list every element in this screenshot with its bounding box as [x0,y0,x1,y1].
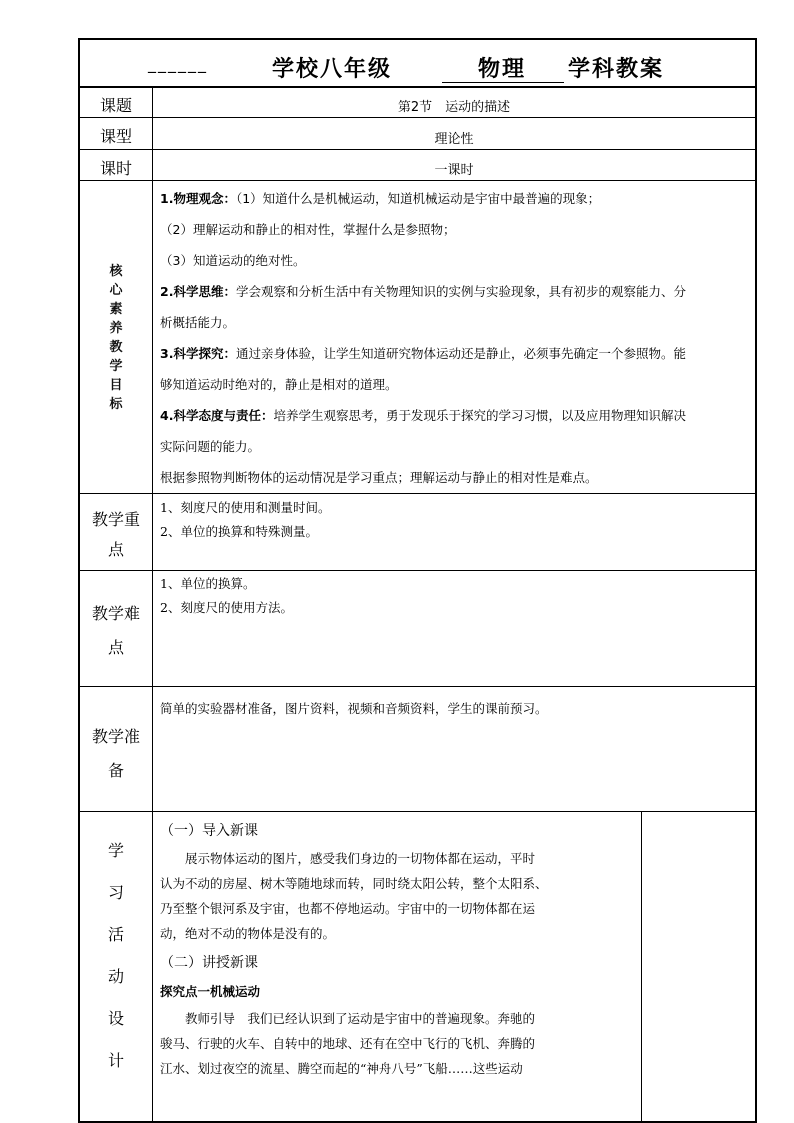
section-title-intro: （一）导入新课 [160,823,258,839]
literacy-line: 够知道运动时绝对的，静止是相对的道理。 [160,377,398,392]
label-column-divider [152,87,153,1123]
type-value: 理论性 [434,132,474,147]
preparation-label: 教学准 备 [91,727,140,780]
teach-paragraph: 教师引导 我们已经认识到了运动是宇宙中的普遍现象。奔驰的 骏马、行驶的火车、自转中的地球、还有在空中飞行的飞机、奔腾的 江水、划过夜空的流星、腾空而起的“神舟八号”飞船……这些运动 [160,1011,536,1076]
row-divider [79,117,756,118]
school-text: 学校八年级 [272,57,393,82]
type-label: 课型 [99,127,132,146]
literacy-line: 根据参照物判断物体的运动情况是学习重点；理解运动与静止的相对性是难点。 [160,470,598,485]
hours-label: 课时 [99,159,132,178]
title-suffix: 学科教案 [568,57,665,82]
preparation-content [160,697,750,721]
list-item: 1、单位的换算。 [160,576,256,591]
difficulties-label: 教学难 点 [91,604,140,657]
difficulties-content [160,572,750,620]
key-points-content [160,496,750,544]
subject-name: 物理 [478,57,527,82]
literacy-line: 2.科学思维：学会观察和分析生活中有关物理知识的实例与实验现象，具有初步的观察能力、分 [160,284,686,299]
key-points-label: 教学重 点 [91,510,140,559]
list-item: 1、刻度尺的使用和测量时间。 [160,500,331,515]
literacy-line: 4.科学态度与责任：培养学生观察思考，勇于发现乐于探究的学习习惯，以及应用物理知识解决 [160,408,686,423]
list-item: 2、刻度尺的使用方法。 [160,600,293,615]
section-title-teach: （二）讲授新课 [160,955,258,971]
row-divider [79,180,756,181]
literacy-line: （2）理解运动和静止的相对性，掌握什么是参照物； [160,222,456,237]
subsection-title: 探究点一机械运动 [160,984,261,999]
literacy-line: 析概括能力。 [160,315,236,330]
row-divider [79,570,756,571]
row-divider [79,149,756,150]
literacy-line: 3.科学探究：通过亲身体验，让学生知道研究物体运动还是静止，必须事先确定一个参照物。能 [160,346,686,361]
row-divider [79,493,756,494]
notes-column-divider [641,812,642,1123]
literacy-line: （3）知道运动的绝对性。 [160,253,306,268]
literacy-line: 实际问题的能力。 [160,439,261,454]
literacy-label-text: 核心素养教学目标 [109,264,123,412]
list-item: 2、单位的换算和特殊测量。 [160,524,318,539]
activity-label: 学 习 活 动 设 计 [107,841,124,1070]
literacy-line: 1.物理观念：（1）知道什么是机械运动，知道机械运动是宇宙中最普遍的现象； [160,191,601,206]
literacy-content [160,183,750,493]
row-divider [79,686,756,687]
literacy-label [100,262,132,414]
topic-value: 第2节 运动的描述 [397,100,511,115]
hours-value: 一课时 [434,163,474,178]
row-divider [79,811,756,812]
topic-label: 课题 [99,96,132,115]
preparation-text: 简单的实验器材准备，图片资料，视频和音频资料，学生的课前预习。 [160,701,548,716]
document-title [80,48,756,84]
intro-paragraph: 展示物体运动的图片，感受我们身边的一切物体都在运动，平时 认为不动的房屋、树木等随地球而转，同时绕太阳公转，整个太阳系、 乃至整个银河系及宇宙，也都不停地运动。宇宙中的一切物体都在运 动，绝对不动的物体是没有的。 [160,851,548,941]
school-blank: ______ [148,54,208,73]
activity-content [160,818,638,1081]
row-divider [79,86,756,88]
